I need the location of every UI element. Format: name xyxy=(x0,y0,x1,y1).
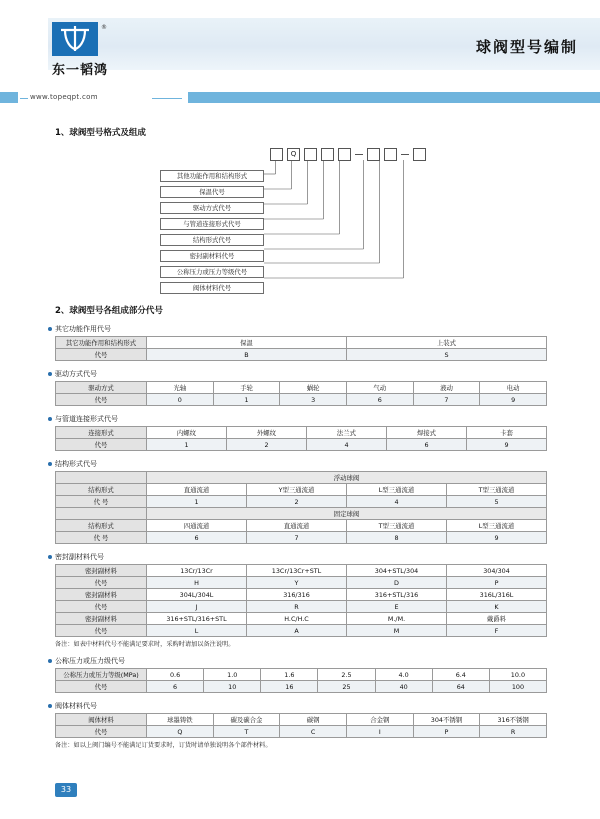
page-content xyxy=(0,112,600,749)
row-head: 代 号 xyxy=(56,496,147,508)
brand-name: 东一韬鸿 xyxy=(52,63,109,78)
row-head: 代号 xyxy=(56,601,147,613)
cell: L xyxy=(147,625,247,637)
cell: 2 xyxy=(247,496,347,508)
caption-function: 其它功能作用代号 xyxy=(55,324,600,334)
cell: Q xyxy=(147,726,214,738)
cell: 40 xyxy=(375,681,432,693)
cell: 5 xyxy=(447,496,547,508)
cell: 6 xyxy=(387,439,467,451)
cell: B xyxy=(147,349,347,361)
table-row xyxy=(56,484,547,496)
cell: H.C/H.C xyxy=(247,613,347,625)
row-head: 代号 xyxy=(56,726,147,738)
table-row xyxy=(56,439,547,451)
code-box-0 xyxy=(270,148,283,161)
note-seal: 备注：如表中材料代号不能满足要求时，采购时请加以备注说明。 xyxy=(55,641,235,648)
cell: P xyxy=(413,726,480,738)
cell: 100 xyxy=(489,681,546,693)
cell: 25 xyxy=(318,681,375,693)
table-row xyxy=(56,601,547,613)
cell: 2 xyxy=(227,439,307,451)
table-row xyxy=(56,472,547,484)
row-head: 密封副材料 xyxy=(56,613,147,625)
row-head: 代号 xyxy=(56,681,147,693)
row-head: 代号 xyxy=(56,439,147,451)
cell: 1 xyxy=(213,394,280,406)
cell: 合金钢 xyxy=(346,714,413,726)
code-box-1: Q xyxy=(287,148,300,161)
diagram-label-insulation: 保温代号 xyxy=(160,186,264,198)
cell: I xyxy=(346,726,413,738)
cell: K xyxy=(447,601,547,613)
cell: 四通流道 xyxy=(147,520,247,532)
row-head: 阀体材料 xyxy=(56,714,147,726)
cell: 0.6 xyxy=(147,669,204,681)
diagram-label-pressure: 公称压力或压力等级代号 xyxy=(160,266,264,278)
cell: D xyxy=(347,577,447,589)
row-head: 代号 xyxy=(56,625,147,637)
table-row xyxy=(56,577,547,589)
table-row xyxy=(56,520,547,532)
cell: 316+STL/316+STL xyxy=(147,613,247,625)
cell: 气动 xyxy=(346,382,413,394)
table-row xyxy=(56,681,547,693)
model-code-diagram xyxy=(55,142,555,290)
cell: 直通流道 xyxy=(247,520,347,532)
cell: 保温 xyxy=(147,337,347,349)
cell: S xyxy=(347,349,547,361)
cell: L型三通流道 xyxy=(447,520,547,532)
cell: 9 xyxy=(447,532,547,544)
cell: 316L/316L xyxy=(447,589,547,601)
caption-drive: 驱动方式代号 xyxy=(55,369,600,379)
code-box-row xyxy=(270,148,426,161)
row-head-empty-2 xyxy=(56,508,147,520)
cell: J xyxy=(147,601,247,613)
table-row xyxy=(56,508,547,520)
cell: 13Cr/13Cr+STL xyxy=(247,565,347,577)
cell: 外螺纹 xyxy=(227,427,307,439)
registered-mark: ® xyxy=(101,24,107,31)
cell: 9 xyxy=(480,394,547,406)
row-head: 驱动方式 xyxy=(56,382,147,394)
group-head-fixed: 固定球阀 xyxy=(147,508,547,520)
page-header xyxy=(0,0,600,88)
diagram-label-other-function: 其他功能作用和结构形式 xyxy=(160,170,264,182)
cell: 7 xyxy=(413,394,480,406)
table-row xyxy=(56,394,547,406)
cell: 1.6 xyxy=(261,669,318,681)
table-row xyxy=(56,565,547,577)
table-row xyxy=(56,669,547,681)
caption-body-material: 阀体材料代号 xyxy=(55,701,600,711)
leader-lines xyxy=(55,142,555,290)
cell: A xyxy=(247,625,347,637)
cell: L型三通流道 xyxy=(347,484,447,496)
cell: 3 xyxy=(280,394,347,406)
code-box-2 xyxy=(304,148,317,161)
cell: M./M. xyxy=(347,613,447,625)
cell: Y xyxy=(247,577,347,589)
website-dash-right xyxy=(152,98,182,99)
table-body-material xyxy=(55,713,547,738)
caption-structure: 结构形式代号 xyxy=(55,459,600,469)
code-box-5 xyxy=(367,148,380,161)
table-row xyxy=(56,532,547,544)
cell: 2.5 xyxy=(318,669,375,681)
cell: 304/304 xyxy=(447,565,547,577)
row-head: 结构形式 xyxy=(56,484,147,496)
website-dash-left xyxy=(20,98,28,99)
cell: P xyxy=(447,577,547,589)
cell: 304L/304L xyxy=(147,589,247,601)
cell: 9 xyxy=(467,439,547,451)
row-head: 代 号 xyxy=(56,532,147,544)
cell: E xyxy=(347,601,447,613)
cell: 316不锈钢 xyxy=(480,714,547,726)
caption-pressure: 公称压力或压力级代号 xyxy=(55,656,600,666)
section-1-title: 1、球阀型号格式及组成 xyxy=(55,128,146,138)
cell: 焊接式 xyxy=(387,427,467,439)
row-head: 代号 xyxy=(56,394,147,406)
cell: 电动 xyxy=(480,382,547,394)
cell: T型三通流道 xyxy=(447,484,547,496)
cell: 7 xyxy=(247,532,347,544)
row-head: 公称压力或压力等级(MPa) xyxy=(56,669,147,681)
section-2-title: 2、球阀型号各组成部分代号 xyxy=(55,306,163,316)
logo-glyph-icon xyxy=(52,22,98,56)
row-head: 结构形式 xyxy=(56,520,147,532)
caption-connection: 与管道连接形式代号 xyxy=(55,414,600,424)
row-head: 密封副材料 xyxy=(56,565,147,577)
cell: 内螺纹 xyxy=(147,427,227,439)
table-row xyxy=(56,714,547,726)
diagram-label-structure: 结构形式代号 xyxy=(160,234,264,246)
code-separator-dash xyxy=(355,154,363,155)
code-box-4 xyxy=(338,148,351,161)
row-head: 密封副材料 xyxy=(56,589,147,601)
cell: 304+STL/304 xyxy=(347,565,447,577)
diagram-label-body-material: 阀体材料代号 xyxy=(160,282,264,294)
table-row xyxy=(56,589,547,601)
cell: Y型三通流道 xyxy=(247,484,347,496)
diagram-label-list xyxy=(160,170,264,298)
cell: 304不锈钢 xyxy=(413,714,480,726)
cell: 戴爵料 xyxy=(447,613,547,625)
cell: 1 xyxy=(147,496,247,508)
brand-logo xyxy=(52,22,182,78)
cell: 16 xyxy=(261,681,318,693)
table-row xyxy=(56,349,547,361)
cell: 1.0 xyxy=(204,669,261,681)
cell: 球墨铸铁 xyxy=(147,714,214,726)
group-head-floating: 浮动球阀 xyxy=(147,472,547,484)
table-structure xyxy=(55,471,547,544)
cell: 10 xyxy=(204,681,261,693)
cell: H xyxy=(147,577,247,589)
cell: 4.0 xyxy=(375,669,432,681)
cell: 4 xyxy=(307,439,387,451)
table-function xyxy=(55,336,547,361)
diagram-label-connection: 与管道连接形式代号 xyxy=(160,218,264,230)
cell: C xyxy=(280,726,347,738)
cell: 6 xyxy=(346,394,413,406)
page-number-badge: 33 xyxy=(55,783,77,797)
table-row xyxy=(56,496,547,508)
cell: T xyxy=(213,726,280,738)
cell: 6 xyxy=(147,532,247,544)
cell: 碳钢 xyxy=(280,714,347,726)
table-row xyxy=(56,427,547,439)
cell: 蜗轮 xyxy=(280,382,347,394)
code-separator-dash-2 xyxy=(401,154,409,155)
cell: 316/316 xyxy=(247,589,347,601)
row-head: 代号 xyxy=(56,349,147,361)
row-head: 其它功能作用和结构形式 xyxy=(56,337,147,349)
cell: 1 xyxy=(147,439,227,451)
table-row xyxy=(56,337,547,349)
website-url: www.topeqpt.com xyxy=(30,93,98,101)
table-pressure xyxy=(55,668,547,693)
table-seal xyxy=(55,564,547,637)
cell: T型三通流道 xyxy=(347,520,447,532)
cell: 手轮 xyxy=(213,382,280,394)
cell: 卡套 xyxy=(467,427,547,439)
row-head-empty xyxy=(56,472,147,484)
cell: 0 xyxy=(147,394,214,406)
cell: 法兰式 xyxy=(307,427,387,439)
table-row xyxy=(56,625,547,637)
page-title: 球阀型号编制 xyxy=(475,38,578,56)
cell: 6.4 xyxy=(432,669,489,681)
table-row xyxy=(56,613,547,625)
cell: 6 xyxy=(147,681,204,693)
table-row xyxy=(56,382,547,394)
cell: 13Cr/13Cr xyxy=(147,565,247,577)
table-connection xyxy=(55,426,547,451)
cell: 直通流道 xyxy=(147,484,247,496)
cell: 上装式 xyxy=(347,337,547,349)
logo-mark-icon xyxy=(52,22,98,56)
row-head: 连接形式 xyxy=(56,427,147,439)
cell: 316+STL/316 xyxy=(347,589,447,601)
table-row xyxy=(56,726,547,738)
cell: R xyxy=(480,726,547,738)
header-left-white-block xyxy=(0,18,48,70)
website-bar xyxy=(0,92,600,106)
cell: R xyxy=(247,601,347,613)
table-drive xyxy=(55,381,547,406)
diagram-label-seal: 密封副材料代号 xyxy=(160,250,264,262)
diagram-label-drive: 驱动方式代号 xyxy=(160,202,264,214)
code-box-6 xyxy=(384,148,397,161)
cell: 碳及碳合金 xyxy=(213,714,280,726)
cell: 光轴 xyxy=(147,382,214,394)
cell: 4 xyxy=(347,496,447,508)
caption-seal: 密封副材料代号 xyxy=(55,552,600,562)
code-box-7 xyxy=(413,148,426,161)
cell: 液动 xyxy=(413,382,480,394)
code-box-3 xyxy=(321,148,334,161)
cell: 8 xyxy=(347,532,447,544)
cell: F xyxy=(447,625,547,637)
note-body-material: 备注：如以上阀门编号不能满足订货要求时，订货时请单独说明各个部件材料。 xyxy=(55,742,272,749)
cell: 10.0 xyxy=(489,669,546,681)
cell: M xyxy=(347,625,447,637)
row-head: 代号 xyxy=(56,577,147,589)
cell: 64 xyxy=(432,681,489,693)
